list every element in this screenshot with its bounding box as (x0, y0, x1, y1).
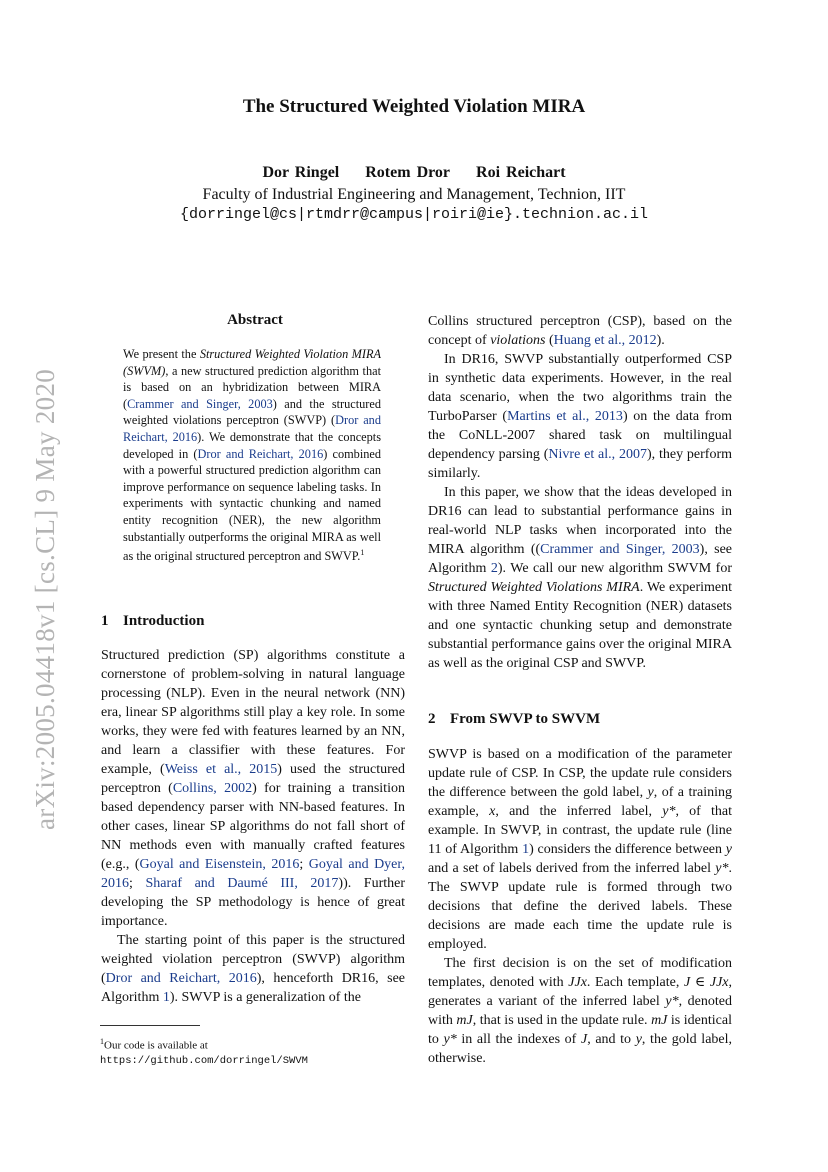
citation-link[interactable]: Sharaf and Daumé III, 2017 (145, 876, 339, 891)
citation-link[interactable]: Weiss et al., 2015 (164, 762, 278, 777)
section-heading-swvp-to-swvm: 2 From SWVP to SWVM (428, 711, 601, 727)
citation-link[interactable]: Huang et al., 2012 (553, 333, 657, 348)
footnote-marker[interactable]: 1 (360, 548, 365, 558)
abstract-heading: Abstract (227, 312, 283, 328)
paragraph: The starting point of this paper is the structured weighted violation perceptron (SWVP) algorithm (Dror and Reichart, 2016), henceforth DR16, see Algorithm 1). SWVP is a generalization of the (101, 933, 405, 1005)
citation-link[interactable]: Crammer and Singer, 2003 (127, 396, 273, 411)
citation-link[interactable]: Dror and Reichart, 2016 (197, 446, 324, 461)
paragraph: Collins structured perceptron (CSP), based on the concept of violations (Huang et al., 2012). (428, 314, 732, 348)
abstract-italic-title: Structured Weighted Violation MIRA (SWVM) (123, 347, 381, 378)
arxiv-stamp[interactable] (10, 340, 60, 830)
algorithm-link[interactable]: 1 (522, 842, 530, 857)
introduction-body (101, 646, 405, 1007)
abstract-body: We present the Structured Weighted Violation MIRA (SWVM), a new structured prediction algorithm that is based on an hybridization between MIRA (Crammer and Singer, 2003) and the structured weighted violations perceptron (SWVP) (Dror and Reichart, 2016). We demonstrate that the concepts developed in (Dror and Reichart, 2016) combined with a powerful structured prediction algorithm can improve performance on sequence labeling tasks. In experiments with syntactic chunking and named entity recognition (NER), the new algorithm substantially outperforms the original MIRA as well as the original structured perceptron and SWVP.$^1$ (123, 347, 382, 564)
footnote-url[interactable]: https://github.com/dorringel/SWVM (100, 1054, 308, 1067)
author-name: Rotem Dror (365, 164, 451, 181)
paper-title: The Structured Weighted Violation MIRA (242, 96, 586, 117)
citation-link[interactable]: Nivre et al., 2007 (548, 447, 647, 462)
paragraph: The first decision is on the set of modification templates, denoted with JJx. Each template, J ∈ JJx, generates a variant of the inferred label y*, denoted with mJ, that is used in the update rule. mJ is identical to y* in all the indexes of J, and to y, the gold label, otherwise. (428, 956, 733, 1066)
paragraph: In this paper, we show that the ideas developed in DR16 can lead to substantial performance gains in real-world NLP tasks when incorporated into the MIRA algorithm ((Crammer and Singer, 2003), see Algorithm 2). We call our new algorithm SWVM for Structured Weighted Violations MIRA. We experiment with three Named Entity Recognition (NER) datasets and one syntactic chunking setup and demonstrate substantial performance gains over the original MIRA as well as the original CSP and SWVP. (428, 485, 732, 671)
author-list (0, 164, 828, 182)
citation-link[interactable]: Crammer and Singer, 2003 (540, 542, 700, 557)
paragraph: Structured prediction (SP) algorithms constitute a cornerstone of problem-solving in natural language processing (NLP). Even in the neural network (NN) era, linear SP algorithms still play a key role. In some works, they were fed with features learned by an NN, and learn a classifier with these features. For example, (Weiss et al., 2015) used the structured perceptron (Collins, 2002) for training a transition based dependency parser with NN-based features. In other cases, linear SP algorithms do not fall short of NN methods even with manually crafted features (e.g., (Goyal and Eisenstein, 2016; Goyal and Dyer, 2016; Sharaf and Daumé III, 2017)). Further developing the SP methodology is hence of great importance. (101, 648, 406, 929)
affiliation: Faculty of Industrial Engineering and Management, Technion, IIT (202, 186, 626, 203)
citation-link[interactable]: Collins, 2002 (172, 781, 253, 796)
footnote-rule (100, 1025, 200, 1026)
citation-link[interactable]: Goyal and Eisenstein, 2016 (139, 857, 300, 872)
footnote: $^1$Our code is available at https://github.com/dorringel/SWVM (100, 1037, 308, 1067)
paragraph: In DR16, SWVP substantially outperformed CSP in synthetic data experiments. However, in the real data scenario, when the two algorithms train the TurboParser (Martins et al., 2013) on the data from the CoNLL-2007 shared task on multilingual dependency parsing (Nivre et al., 2007), they perform similarly. (428, 352, 733, 481)
citation-link[interactable]: Dror and Reichart, 2016 (105, 971, 257, 986)
author-emails: {dorringel@cs|rtmdrr@campus|roiri@ie}.technion.ac.il (179, 206, 649, 223)
citation-link[interactable]: Martins et al., 2013 (507, 409, 623, 424)
section2-body (428, 745, 732, 1068)
arxiv-stamp-text: arXiv:2005.04418v1 [cs.CL] 9 May 2020 (30, 368, 60, 830)
algorithm-link[interactable]: 1 (162, 990, 170, 1005)
author-name: Roi Reichart (476, 164, 566, 181)
section-heading-introduction: 1 Introduction (101, 613, 205, 629)
citation-link[interactable]: Dror and Reichart, 2016 (123, 413, 381, 444)
citation-link[interactable]: Goyal and Dyer, 2016 (101, 857, 405, 891)
right-column-intro (428, 312, 732, 673)
author-name: Dor Ringel (262, 164, 340, 181)
paragraph: SWVP is based on a modification of the parameter update rule of CSP. In CSP, the update rule considers the difference between the gold label, y, of a training example, x, and the inferred label, y*, of that example. In SWVP, in contrast, the update rule (line 11 of Algorithm 1) considers the difference between y and a set of labels derived from the inferred label y*. The SWVP update rule is formed through two decisions that define the derived labels. These decisions are made each time the update rule is employed. (428, 747, 733, 952)
algorithm-link[interactable]: 2 (490, 561, 498, 576)
